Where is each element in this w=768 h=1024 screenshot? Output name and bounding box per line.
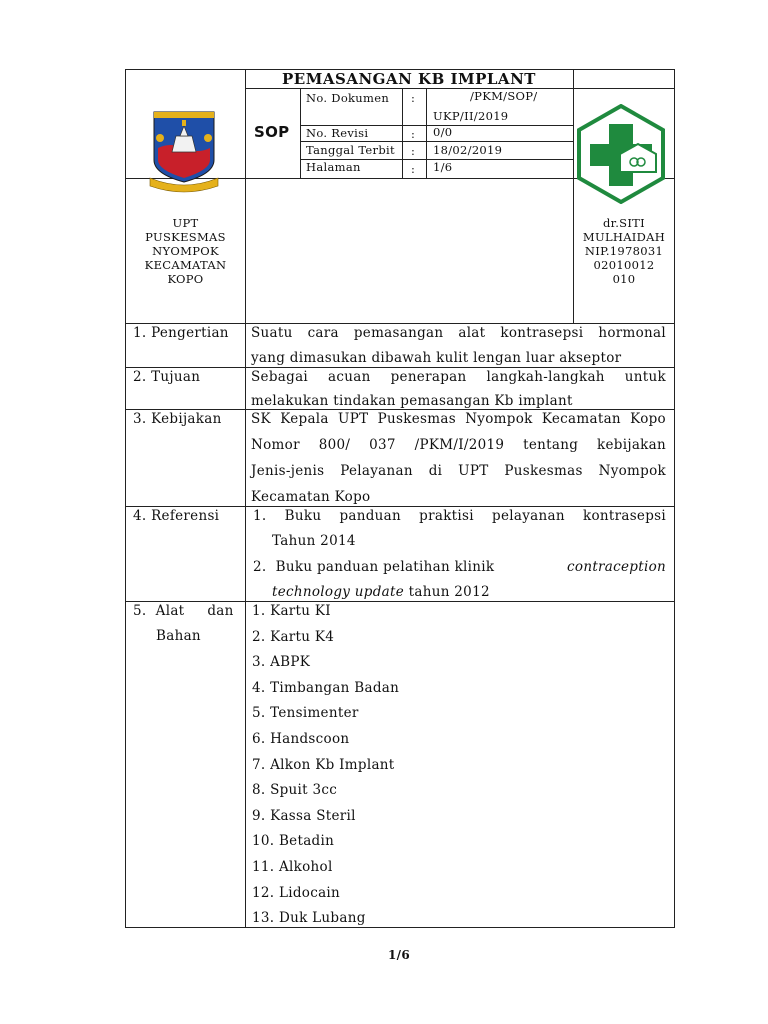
material-item: 11. Alkohol — [252, 859, 333, 875]
reference-text: 2. Buku panduan pelatihan klinik — [253, 559, 499, 575]
field-value-no-dokumen-line1: /PKM/SOP/ — [470, 89, 538, 103]
material-item: 12. Lidocain — [252, 884, 341, 901]
reference-title-italic: contraception — [567, 559, 666, 575]
section-text-line: Sebagai acuan penerapan langkah-langkah untuk — [251, 369, 666, 385]
field-label-no-dokumen: No. Dokumen — [306, 91, 390, 105]
signer-line: NIP.1978031 — [584, 244, 664, 258]
field-sep-divider-a — [402, 88, 403, 178]
material-item: 1. Kartu KI — [252, 603, 331, 619]
reference-item-cont — [272, 584, 490, 600]
section-label: 1. Pengertian — [133, 325, 229, 341]
signer-line: 02010012 — [593, 258, 655, 272]
field-sep: : — [411, 144, 416, 158]
field-label-no-revisi: No. Revisi — [306, 126, 369, 140]
field-value-divider — [573, 88, 574, 178]
material-item: 3. ABPK — [252, 654, 311, 671]
page-number: 1/6 — [388, 948, 410, 962]
field-value-no-dokumen-line2: UKP/II/2019 — [433, 109, 509, 123]
section-label: 2. Tujuan — [133, 369, 201, 385]
material-item: 10. Betadin — [252, 833, 335, 850]
field-label-tanggal-terbit: Tanggal Terbit — [306, 143, 395, 157]
table-border-right — [674, 69, 675, 928]
reference-item — [253, 559, 666, 575]
reference-item-cont: Tahun 2014 — [272, 533, 356, 549]
section-line-3 — [125, 506, 674, 507]
section-label: 3. Kebijakan — [133, 411, 222, 427]
field-label-halaman: Halaman — [306, 160, 361, 174]
section-line-1 — [125, 367, 674, 368]
material-item: 5. Tensimenter — [252, 705, 359, 722]
section-label: 4. Referensi — [133, 508, 220, 524]
title-row-line — [245, 88, 674, 89]
field-sep: : — [411, 127, 416, 141]
section-line-2 — [125, 409, 674, 410]
section-text-line: Kecamatan Kopo — [251, 489, 371, 505]
org-line: PUSKESMAS — [145, 230, 226, 244]
regional-emblem-logo — [146, 108, 222, 196]
signer-line: MULHAIDAH — [582, 230, 666, 244]
section-text-line: SK Kepala UPT Puskesmas Nyompok Kecamatan Kopo — [251, 411, 666, 427]
field-value-tanggal-terbit: 18/02/2019 — [433, 143, 503, 157]
section-text-line: melakukan tindakan pemasangan Kb implant — [251, 393, 573, 409]
field-row-line-2 — [300, 141, 573, 142]
signer-line: dr.SITI — [603, 216, 645, 230]
field-sep: : — [411, 91, 416, 105]
material-item: 7. Alkon Kb Implant — [252, 756, 395, 773]
table-border-bottom — [125, 927, 675, 928]
signer-line: 010 — [612, 272, 636, 286]
section-label-cont: Bahan — [156, 628, 201, 644]
header-bottom-line — [125, 323, 674, 324]
material-item: 9. Kassa Steril — [252, 807, 356, 824]
material-item: 2. Kartu K4 — [252, 628, 335, 645]
table-border-left — [125, 69, 126, 928]
document-title: PEMASANGAN KB IMPLANT — [282, 70, 536, 88]
section-text-line: yang dimasukan dibawah kulit lengan luar akseptor — [251, 350, 622, 366]
section-label: 5. Alat dan — [133, 603, 234, 619]
reference-title-italic: technology update — [272, 584, 405, 600]
field-sep-divider-b — [426, 88, 427, 178]
org-line: KECAMATAN — [144, 258, 227, 272]
material-item: 6. Handscoon — [252, 731, 350, 747]
field-sep: : — [411, 162, 416, 176]
puskesmas-logo — [576, 104, 666, 204]
material-item: 4. Timbangan Badan — [252, 679, 400, 696]
field-label-divider — [300, 88, 301, 178]
org-line: KOPO — [167, 272, 204, 286]
org-line: NYOMPOK — [152, 244, 219, 258]
reference-item: 1. Buku panduan praktisi pelayanan kontrasepsi — [253, 508, 666, 524]
column-divider — [245, 69, 246, 928]
material-item: 8. Spuit 3cc — [252, 782, 338, 799]
material-item: 13. Duk Lubang — [252, 910, 366, 927]
reference-text: tahun 2012 — [404, 584, 490, 600]
org-line: UPT — [172, 216, 199, 230]
field-value-halaman: 1/6 — [433, 160, 453, 174]
field-value-no-revisi: 0/0 — [433, 125, 453, 139]
section-text-line: Suatu cara pemasangan alat kontrasepsi hormonal — [251, 325, 666, 341]
section-line-4 — [125, 601, 674, 602]
section-text-line: Jenis-jenis Pelayanan di UPT Puskesmas Nyompok — [251, 463, 666, 479]
section-text-line: Nomor 800/ 037 /PKM/I/2019 tentang kebijakan — [251, 437, 666, 453]
sop-label: SOP — [254, 123, 290, 141]
